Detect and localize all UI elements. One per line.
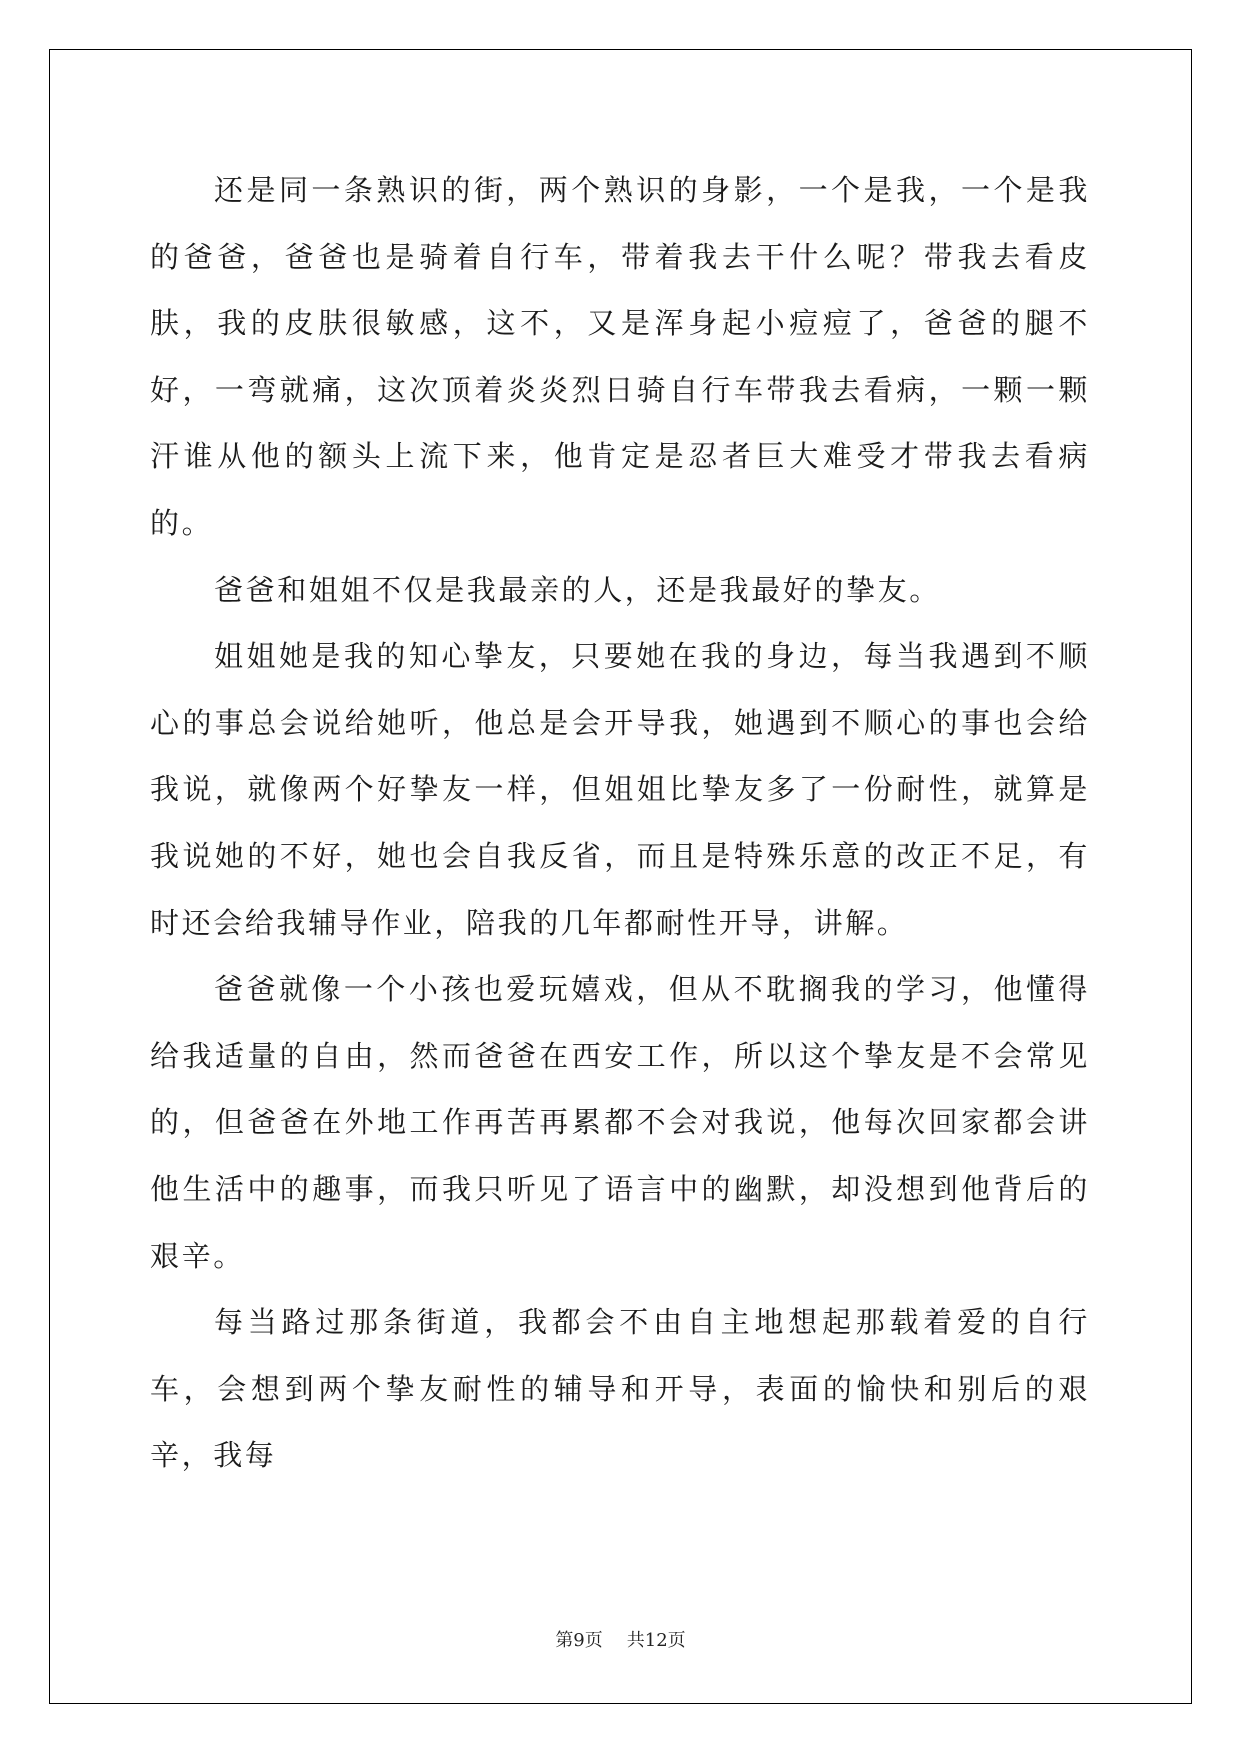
paragraph: 爸爸和姐姐不仅是我最亲的人，还是我最好的挚友。	[214, 572, 941, 607]
paragraph: 姐姐她是我的知心挚友，只要她在我的身边，每当我遇到不顺心的事总会说给她听，他总是会开导我，她遇到不顺心的事也会给我说，就像两个好挚友一样，但姐姐比挚友多了一份耐性，就算是我说她的不好，她也会自我反省，而且是特殊乐意的改正不足，有时还会给我辅导作业，陪我的几年都耐性开导，讲解。	[150, 639, 1090, 940]
page-number-total: 共12页	[626, 1630, 686, 1651]
paragraph: 每当路过那条街道，我都会不由自主地想起那载着爱的自行车，会想到两个挚友耐性的辅导和开导，表面的愉快和别后的艰辛，我每	[150, 1305, 1090, 1473]
page-footer	[0, 1626, 1241, 1652]
paragraph: 爸爸就像一个小孩也爱玩嬉戏，但从不耽搁我的学习，他懂得给我适量的自由，然而爸爸在西安工作，所以这个挚友是不会常见的，但爸爸在外地工作再苦再累都不会对我说，他每次回家都会讲他生活中的趣事，而我只听见了语言中的幽默，却没想到他背后的艰辛。	[150, 972, 1090, 1273]
page-number-current: 第9页	[555, 1630, 603, 1651]
paragraph: 还是同一条熟识的街，两个熟识的身影，一个是我，一个是我的爸爸，爸爸也是骑着自行车，带着我去干什么呢？带我去看皮肤，我的皮肤很敏感，这不，又是浑身起小痘痘了，爸爸的腿不好，一弯就痛，这次顶着炎炎烈日骑自行车带我去看病，一颗一颗汗谁从他的额头上流下来，他肯定是忍者巨大难受才带我去看病的。	[150, 173, 1090, 540]
document-body	[150, 157, 1090, 1489]
